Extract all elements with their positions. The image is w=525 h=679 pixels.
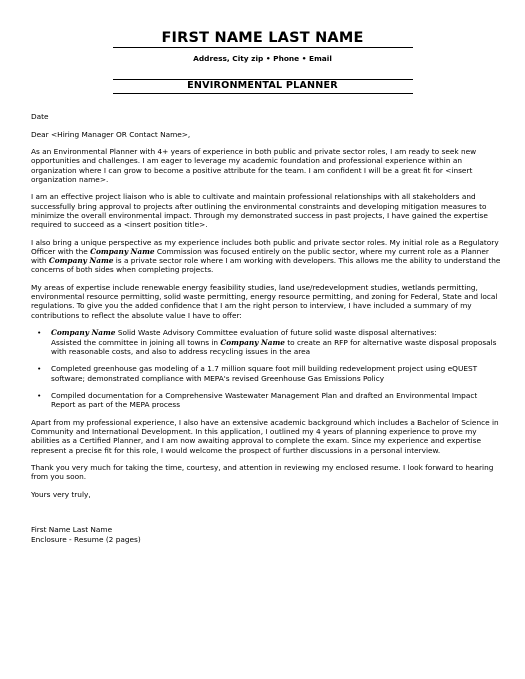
paragraph-liaison: I am an effective project liaison who is able to cultivate and maintain professional relationships with all stakeholders and successfully bring approval to projects after outlining the environmental constraints and developing mitigation measures to minimize the overall environmental impact. Through my demonstrated success in past projects, I have gained the expertise required to succeed as a <insert position title>. — [31, 192, 488, 230]
list-item — [37, 328, 501, 356]
paragraph-perspective — [31, 238, 501, 275]
paragraph-perspective-part-3: is a private sector role where I am working with developers. This allows me the ability to understand the concerns of both sides when completing projects. — [31, 256, 501, 275]
salutation: Dear <Hiring Manager OR Contact Name>, — [31, 129, 191, 139]
paragraph-perspective-part-1: I also bring a unique perspective as my experience includes both public and private sector roles. My initial role as a Regulatory Officer with the — [31, 237, 499, 256]
bullet-1-detail-a: Assisted the committee in joining all towns in — [51, 337, 221, 347]
bullet-1-heading: Solid Waste Advisory Committee evaluation of future solid waste disposal alternatives: — [115, 328, 437, 338]
company-name: Company Name — [220, 337, 285, 347]
list-item — [37, 391, 501, 410]
paragraph-expertise: My areas of expertise include renewable energy feasibility studies, land use/redevelopment studies, wetlands permitting, environmental resource permitting, solid waste permitting, energy resource permitting, and zoning for Federal, State and local regulations. To give you the added confidence that I am the right person to interview, I have included a summary of my contributions to reflect the absolute value I have to offer: — [31, 282, 498, 320]
date-line: Date — [31, 112, 49, 121]
paragraph-intro: As an Environmental Planner with 4+ years of experience in both public and private sector roles, I am ready to seek new opportunities and challenges. I am eager to leverage my academic foundation and professional experience within an organization where I can grow to become a positive attribute for the team. I am confident I will be a great fit for <insert organization name>. — [31, 147, 477, 184]
bullet-3-text: Compiled documentation for a Comprehensive Wastewater Management Plan and drafted an Environmental Impact Report as part of the MEPA process — [51, 391, 478, 410]
signature-name: First Name Last Name — [31, 525, 113, 535]
contributions-list — [31, 328, 501, 409]
bullet-icon: • — [37, 364, 42, 374]
enclosure-note: Enclosure - Resume (2 pages) — [31, 534, 141, 544]
applicant-name: FIRST NAME LAST NAME — [161, 30, 364, 46]
company-name: Company Name — [48, 256, 114, 266]
closing: Yours very truly, — [31, 490, 91, 500]
letter-body — [31, 112, 501, 544]
paragraph-perspective-part-2: Commission was focused entirely on the public sector, where my current role as a Planner with — [31, 246, 489, 266]
company-name: Company Name — [51, 328, 116, 338]
bullet-2-text: Completed greenhouse gas modeling of a 1.7 million square foot mill building redevelopment project using eQUEST software; demonstrated compliance with MEPA's revised Greenhouse Gas Emissions Policy — [51, 364, 478, 383]
header-divider — [113, 47, 413, 48]
list-item — [37, 364, 501, 383]
bullet-icon: • — [37, 328, 42, 338]
bullet-1-detail-b: to create an RFP for alternative waste disposal proposals with reasonable costs, and also to address recycling issues in the area — [51, 337, 497, 356]
title-bottom-divider — [113, 93, 413, 94]
bullet-icon: • — [37, 391, 42, 401]
job-title: ENVIRONMENTAL PLANNER — [187, 80, 338, 91]
company-name: Company Name — [90, 246, 155, 256]
contact-line: Address, City zip • Phone • Email — [193, 54, 332, 63]
paragraph-thanks: Thank you very much for taking the time, courtesy, and attention in reviewing my enclosed resume. I look forward to hearing from you soon. — [31, 463, 494, 482]
signature-block — [31, 525, 501, 544]
paragraph-academic: Apart from my professional experience, I also have an extensive academic background which includes a Bachelor of Science in Community and International Development. In this application, I outlined my 4 years of planning experience to prove my abilities as a Certified Planner, and I am now awaiting approval to complete the exam. Since my experience and expertise represent a precise fit for this role, I would welcome the prospect of further discussions in a personal interview. — [31, 417, 499, 455]
